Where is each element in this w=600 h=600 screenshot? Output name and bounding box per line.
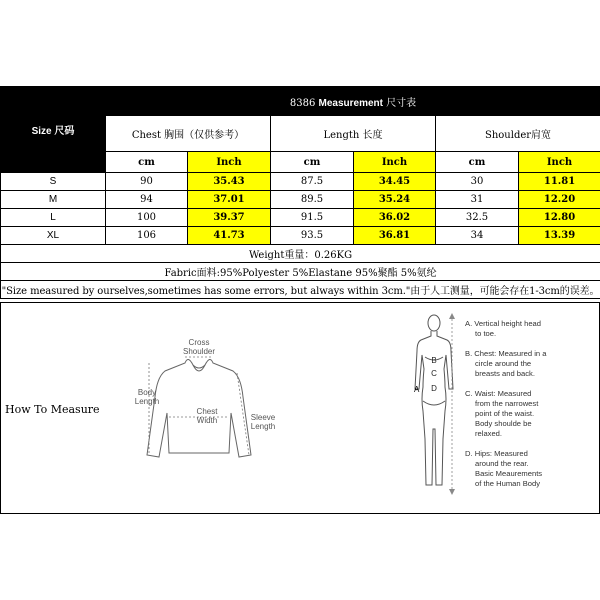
- note-c-line: from the narrowest: [475, 399, 539, 408]
- chest-cm-cell: 106: [106, 227, 188, 245]
- length-cm-cell: 87.5: [271, 173, 354, 191]
- note-b-line: breasts and back.: [475, 369, 535, 378]
- shoulder-cm-cell: 34: [436, 227, 519, 245]
- height-arrow: [447, 313, 457, 495]
- chest-inch-cell: 37.01: [188, 191, 271, 209]
- note-d: [465, 449, 597, 489]
- cross-shoulder-label-2: Shoulder: [182, 347, 216, 356]
- size-cell: L: [1, 209, 106, 227]
- fabric-row: Fabric面料:95%Polyester 5%Elastane 95%聚酯 5%氨纶: [1, 263, 600, 281]
- chart-title-cn: 尺寸表: [386, 97, 417, 109]
- shoulder-cm-cell: 30: [436, 173, 519, 191]
- size-chart-table: [0, 86, 600, 299]
- size-cell: XL: [1, 227, 106, 245]
- length-inch-cell: 36.81: [354, 227, 436, 245]
- note-b: [465, 349, 597, 379]
- garment-labels: [135, 338, 276, 431]
- shoulder-group-header: Shoulder肩宽: [436, 116, 600, 152]
- how-to-measure-section: [0, 302, 600, 514]
- shoulder-inch-cell: 12.20: [519, 191, 600, 209]
- size-header: Size 尺码: [1, 87, 106, 173]
- note-a: [465, 319, 597, 339]
- chest-inch-cell: 41.73: [188, 227, 271, 245]
- marker-a: A: [414, 385, 420, 394]
- shoulder-inch-cell: 13.39: [519, 227, 600, 245]
- body-notes: [465, 319, 597, 489]
- chest-cm-cell: 94: [106, 191, 188, 209]
- length-inch-cell: 36.02: [354, 209, 436, 227]
- shoulder-cm-cell: 32.5: [436, 209, 519, 227]
- table-row: [1, 173, 600, 191]
- length-cm-cell: 93.5: [271, 227, 354, 245]
- note-c-line: Body shoulde be: [475, 419, 532, 428]
- sleeve-length-label-2: Length: [250, 422, 276, 431]
- note-a-line: A. Vertical height head: [465, 319, 541, 328]
- shoulder-cm-header: cm: [436, 152, 519, 173]
- length-inch-cell: 34.45: [354, 173, 436, 191]
- body-markers: [431, 356, 437, 393]
- weight-row: Weight重量：0.26KG: [1, 245, 600, 263]
- note-c: [465, 389, 597, 439]
- chest-inch-header: Inch: [188, 152, 271, 173]
- chest-cm-header: cm: [106, 152, 188, 173]
- shoulder-inch-cell: 12.80: [519, 209, 600, 227]
- table-row: [1, 191, 600, 209]
- chart-title: [106, 87, 600, 116]
- note-a-line: to toe.: [475, 329, 497, 338]
- chest-inch-cell: 39.37: [188, 209, 271, 227]
- length-inch-cell: 35.24: [354, 191, 436, 209]
- length-cm-cell: 91.5: [271, 209, 354, 227]
- measurement-note-row: "Size measured by ourselves,sometimes has some errors, but always within 3cm."由于人工测量，可能会存在1-3cm的误差。: [1, 281, 600, 299]
- note-b-line: circle around the: [475, 359, 532, 368]
- how-to-measure-label: How To Measure: [5, 403, 100, 416]
- marker-c: C: [431, 369, 437, 378]
- note-d-line: D. Hips: Measured: [465, 449, 528, 458]
- sleeve-length-label-1: Sleeve: [250, 413, 276, 422]
- chest-cm-cell: 90: [106, 173, 188, 191]
- marker-d: D: [431, 384, 437, 393]
- note-b-line: B. Chest: Measured in a: [465, 349, 547, 358]
- marker-b: B: [431, 356, 437, 365]
- body-length-label-2: Length: [134, 397, 160, 406]
- length-cm-header: cm: [271, 152, 354, 173]
- note-c-line: point of the waist.: [475, 409, 535, 418]
- note-d-line: of the Human Body: [475, 479, 541, 488]
- shoulder-cm-cell: 31: [436, 191, 519, 209]
- chart-title-word: Measurement: [318, 97, 383, 109]
- size-cell: M: [1, 191, 106, 209]
- note-d-line: Basic Meaurements: [475, 469, 543, 478]
- note-c-line: C. Waist: Measured: [465, 389, 532, 398]
- table-row: [1, 227, 600, 245]
- body-length-label-1: Body: [137, 388, 157, 397]
- chest-inch-cell: 35.43: [188, 173, 271, 191]
- shoulder-inch-cell: 11.81: [519, 173, 600, 191]
- cross-shoulder-label-1: Cross: [188, 338, 210, 347]
- chest-width-label-2: Width: [196, 416, 218, 425]
- table-row: [1, 209, 600, 227]
- shoulder-inch-header: Inch: [519, 152, 600, 173]
- length-cm-cell: 89.5: [271, 191, 354, 209]
- chest-group-header: Chest 胸围（仅供参考）: [106, 116, 271, 152]
- chart-title-code: 8386: [289, 97, 316, 109]
- length-group-header: Length 长度: [271, 116, 436, 152]
- note-c-line: relaxed.: [475, 429, 503, 438]
- chest-cm-cell: 100: [106, 209, 188, 227]
- size-cell: S: [1, 173, 106, 191]
- chest-width-label-1: Chest: [196, 407, 218, 416]
- garment-measure-diagram: [133, 337, 293, 477]
- length-inch-header: Inch: [354, 152, 436, 173]
- size-chart-sheet: [0, 86, 600, 516]
- note-d-line: around the rear.: [475, 459, 529, 468]
